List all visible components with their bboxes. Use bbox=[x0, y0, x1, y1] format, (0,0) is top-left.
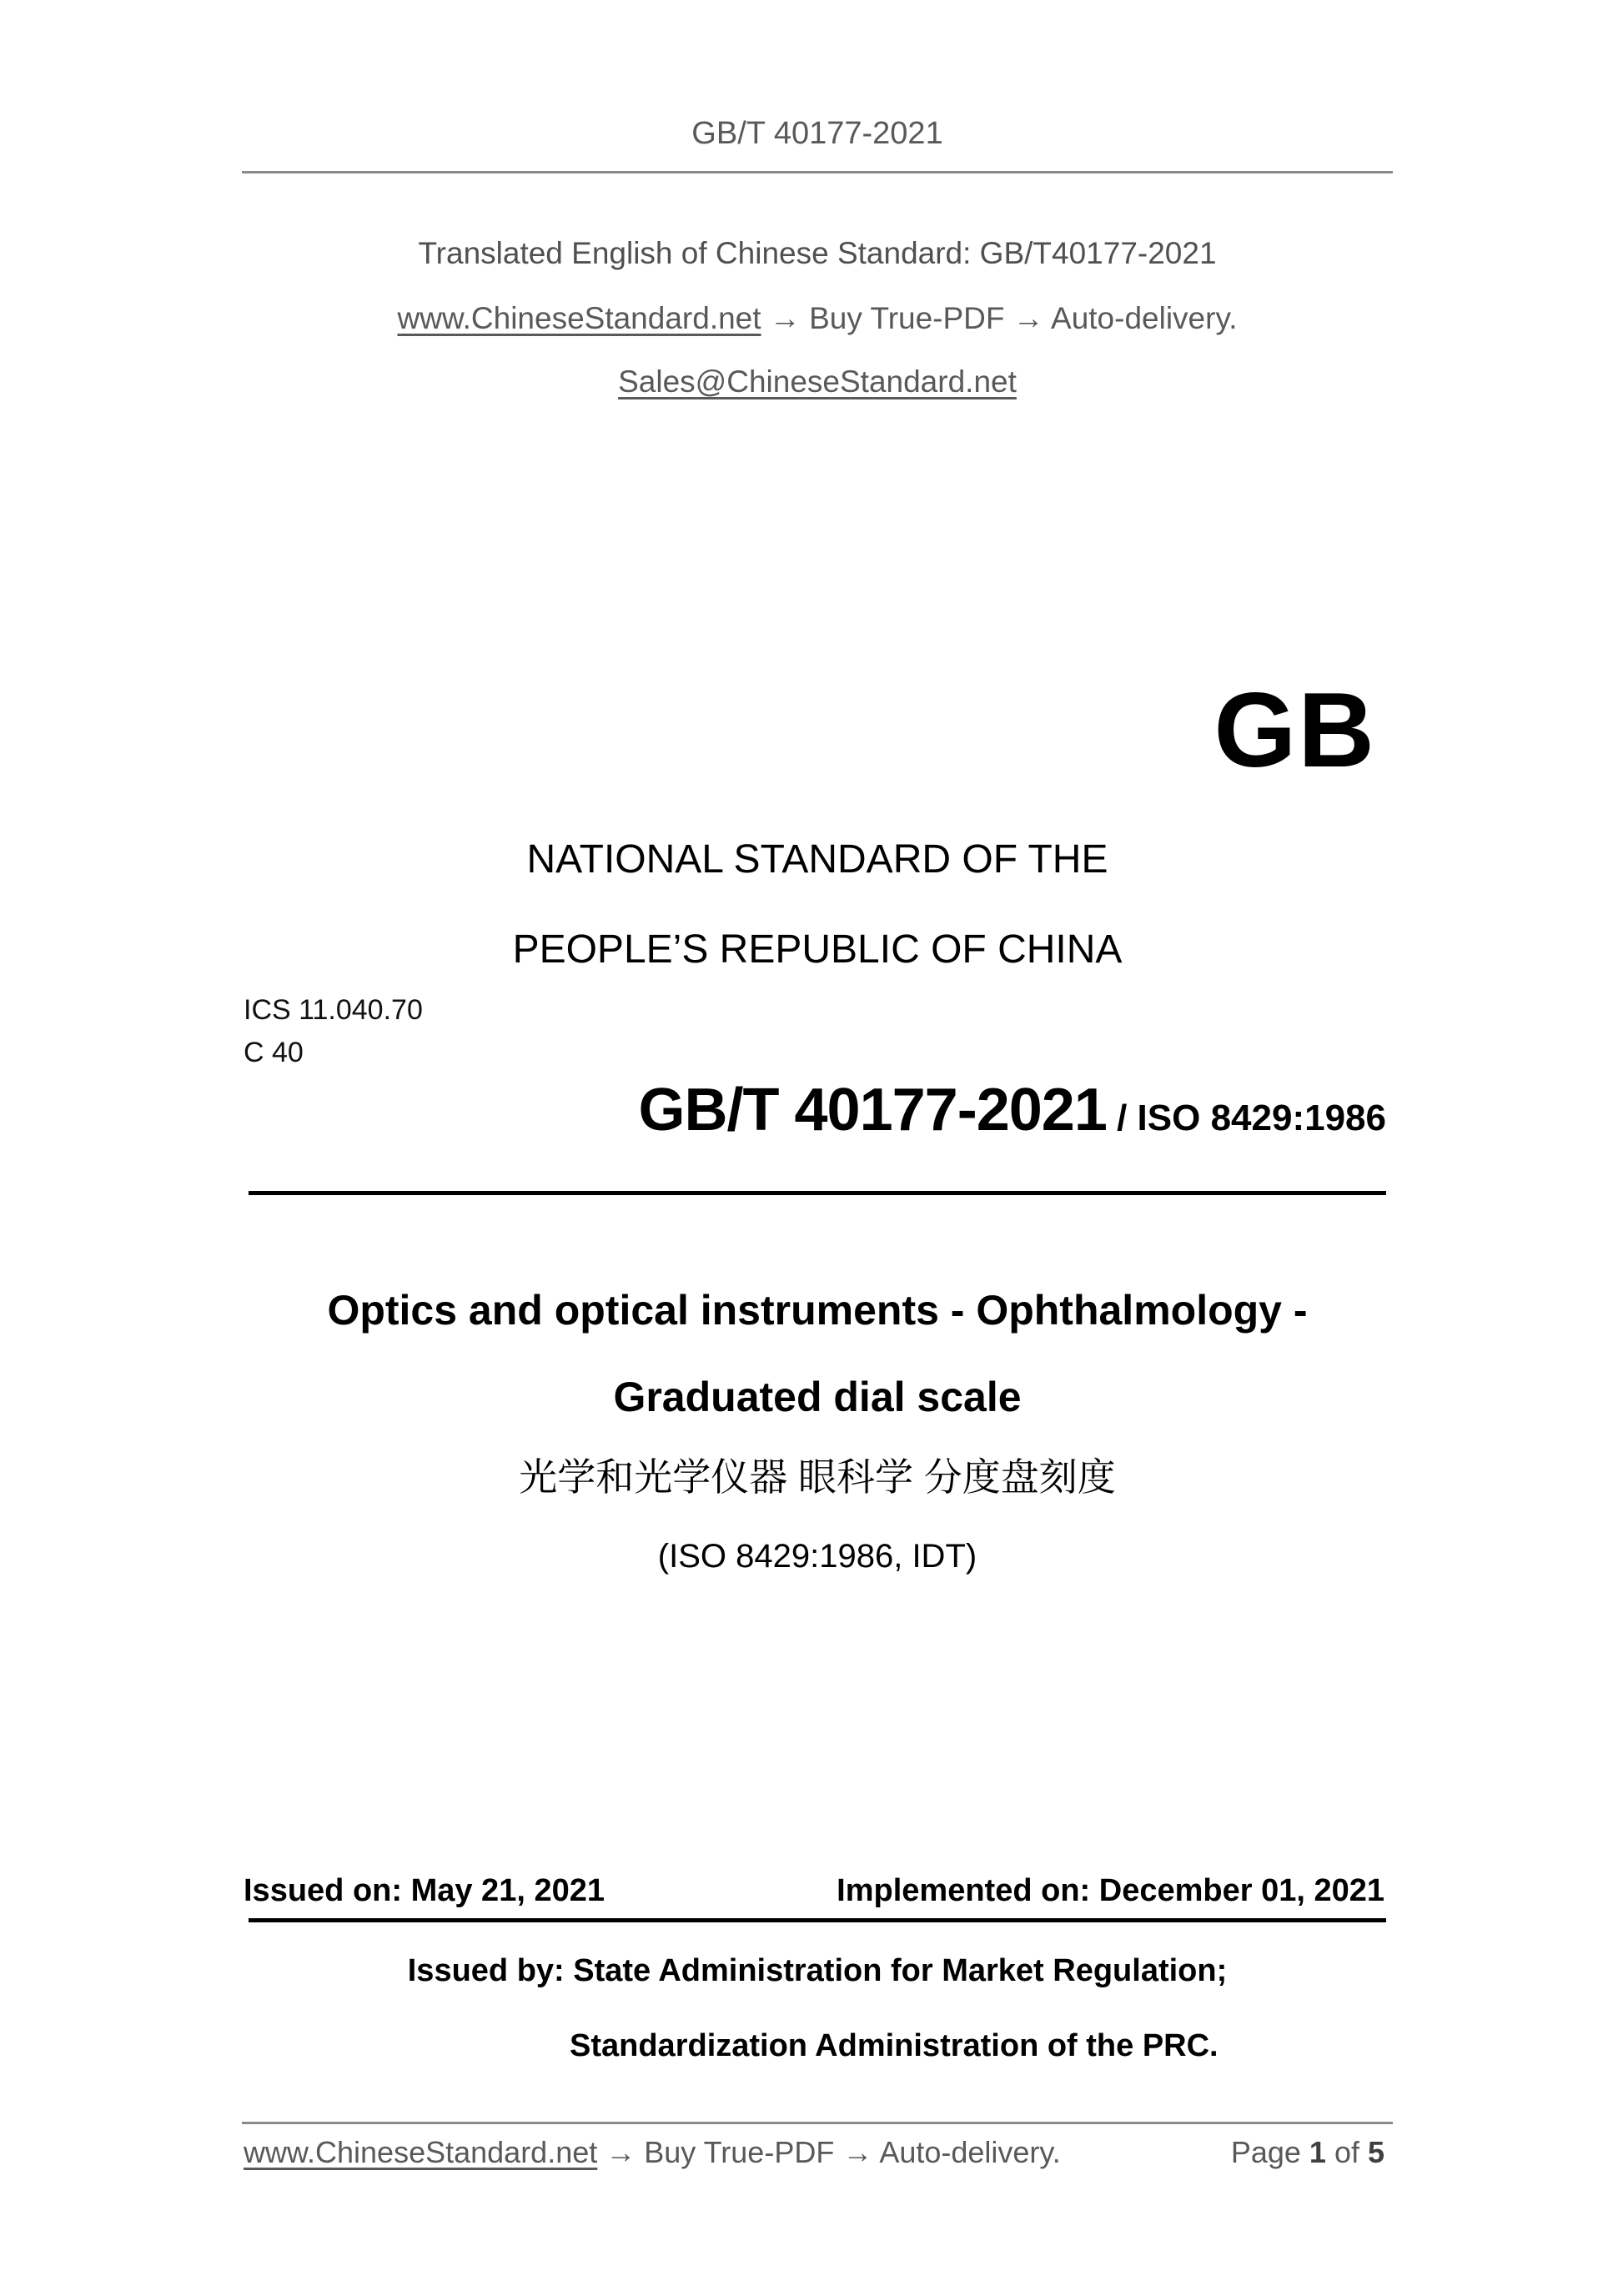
issued-on-date: Issued on: May 21, 2021 bbox=[244, 1873, 605, 1908]
footer-divider bbox=[242, 2122, 1393, 2124]
issuer-line2: Standardization Administration of the PRC. bbox=[570, 2028, 1219, 2063]
page-label: Page bbox=[1230, 2135, 1309, 2169]
footer-page-indicator bbox=[1231, 2135, 1384, 2170]
title-divider-rule bbox=[249, 1191, 1386, 1195]
header-divider bbox=[242, 171, 1393, 173]
national-standard-line2: PEOPLE’S REPUBLIC OF CHINA bbox=[512, 927, 1123, 972]
footer-website-link[interactable]: www.ChineseStandard.net bbox=[244, 2135, 598, 2169]
title-english-line1: Optics and optical instruments - Ophthalmology - bbox=[327, 1287, 1308, 1334]
issuer-line1: Issued by: State Administration for Market Regulation; bbox=[407, 1953, 1228, 1988]
national-standard-line1: NATIONAL STANDARD OF THE bbox=[526, 837, 1108, 882]
footer-tagline-rest: → Buy True-PDF → Auto-delivery. bbox=[597, 2135, 1061, 2169]
page-of: of bbox=[1325, 2135, 1368, 2169]
standard-number bbox=[638, 1077, 1386, 1143]
standard-number-main: GB/T 40177-2021 bbox=[638, 1077, 1107, 1143]
title-chinese: 光学和光学仪器 眼科学 分度盘刻度 bbox=[519, 1455, 1116, 1499]
translated-title-line: Translated English of Chinese Standard: GB/T40177-2021 bbox=[418, 236, 1217, 270]
gb-logo: GB bbox=[1213, 671, 1376, 789]
class-code: C 40 bbox=[244, 1037, 304, 1068]
ics-code: ICS 11.040.70 bbox=[244, 994, 423, 1026]
standard-number-iso: / ISO 8429:1986 bbox=[1106, 1098, 1386, 1138]
header-tagline bbox=[242, 300, 1393, 337]
email-link[interactable]: Sales@ChineseStandard.net bbox=[618, 364, 1017, 399]
dates-divider-rule bbox=[249, 1918, 1386, 1922]
header-doc-number: GB/T 40177-2021 bbox=[691, 116, 943, 151]
header-tagline-rest: → Buy True-PDF → Auto-delivery. bbox=[761, 301, 1238, 335]
footer-tagline bbox=[244, 2135, 1061, 2170]
page-total: 5 bbox=[1367, 2135, 1384, 2169]
title-english-line2: Graduated dial scale bbox=[613, 1374, 1022, 1420]
website-link[interactable]: www.ChineseStandard.net bbox=[397, 301, 761, 335]
title-iso-note: (ISO 8429:1986, IDT) bbox=[657, 1538, 977, 1575]
implemented-on-date: Implemented on: December 01, 2021 bbox=[837, 1873, 1384, 1908]
page-current: 1 bbox=[1309, 2135, 1326, 2169]
email-row bbox=[242, 364, 1393, 400]
